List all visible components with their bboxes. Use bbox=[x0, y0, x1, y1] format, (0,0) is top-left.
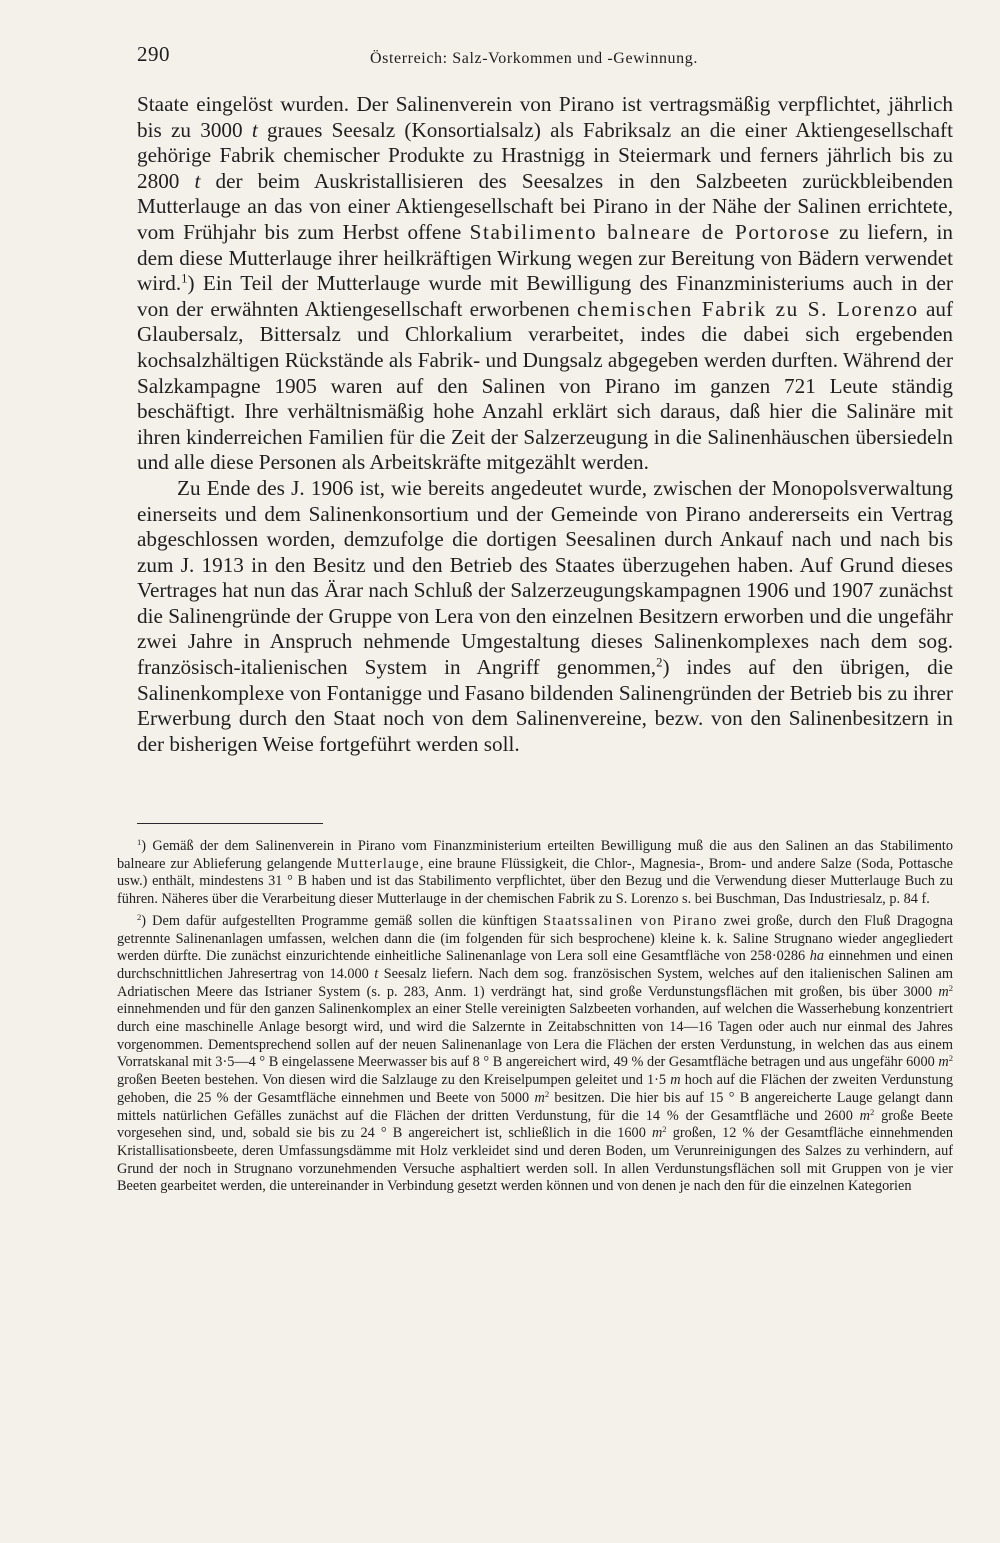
text-run: , eine braune Flüssigkeit, die Chlor-, Magnesia-, Brom- und andere Salze (Soda, Pottasche usw.) enthält, mindestens 31 ° B haben und ist das Stabilimento verpflichtet, über den Bezug und die Verwendung dieser Mutterlauge Buch zu führen. Näheres über die Verarbeitung dieser Mutterlauge in der chemischen Fabrik zu S. Lorenzo s. bei Buschman, Das Industriesalz, p. 84 f. bbox=[117, 855, 953, 908]
footnote-marker: 1 bbox=[137, 836, 142, 847]
spaced-term: chemischen Fabrik zu S. Lorenzo bbox=[576, 296, 919, 321]
unit-tons: t bbox=[374, 965, 379, 982]
text-run: zwei große, durch den Fluß Dragogna getrennte Salinenanlagen umfassen, welchen dann die (im folgenden für sich besprochene) kleine k. k. Saline Strugnano wieder angegliedert werden dürfte. Die zunächst einzurichtende einheitliche Salinenanlage von Lera soll eine Gesamtfläche von 258·0286 bbox=[117, 912, 953, 965]
text-run: zu liefern, in dem diese Mutterlauge ihrer heilkräftigen Wirkung wegen zur Bereitung von Bädern verwendet wird. bbox=[137, 219, 953, 296]
unit-exponent: 2 bbox=[948, 982, 953, 993]
unit-exponent: 2 bbox=[544, 1088, 550, 1099]
text-run: ) Gemäß der dem Salinenverein in Pirano vom Finanzministerium erteilten Bewilligung muß die aus den Salinen an das Stabilimento balneare zur Ablieferung gelangende bbox=[117, 838, 953, 872]
footnote-ref-2[interactable]: 2 bbox=[656, 655, 663, 670]
text-run: der beim Auskristallisieren des Seesalzes in den Salzbeeten zurückbleibenden Mutterlauge an das von einer Aktiengesellschaft bei Pirano in der Nähe der Salinen errichtete, vom Frühjahr bis zum Herbst offene bbox=[137, 168, 953, 244]
text-run: Staate eingelöst wurden. Der Salinenverein von Pirano ist vertragsmäßig verpflichtet, jährlich bis zu 3000 bbox=[137, 92, 953, 142]
text-run: großen, 12 % der Gesamtfläche einnehmenden Kristallisationsbeete, deren Umfassungsdämme mit Holz verkleidet sind und deren Boden, um Verunreinigungen des Salzes zu verhindern, auf Grund der noch in Strugnano vorzunehmenden Versuche asphaltiert werden soll. In allen Verdunstungsflächen soll mit Gruppen von je vier Beeten gearbeitet werden, die untereinander in Verbindung gesetzt werden können und von denen je nach den für die einzelnen Kategorien bbox=[117, 1125, 954, 1195]
footnote-2 bbox=[117, 913, 953, 1196]
text-run: ) Ein Teil der Mutterlauge wurde mit Bewilligung des Finanzministeriums auch in der von der erwähnten Aktiengesellschaft erworbenen bbox=[137, 271, 953, 321]
text-run: ) indes auf den übrigen, die Salinenkomplexe von Fontanigge und Fasano bildenden Salinengründen der Betrieb bis zu ihrer Erwerbung durch den Staat noch von dem Salinenvereine, bezw. von den Salinenbesitzern in der bisherigen Weise fortgeführt werden soll. bbox=[137, 655, 953, 756]
footnotes bbox=[117, 838, 953, 1200]
unit-meter: m bbox=[938, 983, 949, 1000]
spaced-term: Staatssalinen von Pirano bbox=[543, 912, 718, 929]
spaced-term: Stabilimento balneare de Portorose bbox=[469, 219, 831, 244]
text-run: einnehmenden und für den ganzen Salinenkomplex an einer Stelle vereinigten Salzbeeten vorhanden, auf welchen die Wasserhebung konzentriert durch eine maschinelle Anlage besorgt wird, und wird die Salzernte in Zeitabschnitten von 14—16 Tagen oder auch nur einmal des Jahres vorgenommen. Dementsprechend sollen auf der neuen Salinenanlage von Lera die Flächen der ersten Verdunstung, in welchen das aus einem Vorratskanal mit 3·5—4 ° B eingelassene Meerwasser bis auf 8 ° B angereichert wird, 49 % der Gesamtfläche betragen und aus ungefähr 6000 bbox=[117, 1001, 953, 1071]
unit-meter: m bbox=[651, 1125, 663, 1142]
footnote-1 bbox=[117, 838, 953, 909]
text-run: graues Seesalz (Konsortialsalz) als Fabriksalz an die einer Aktiengesellschaft gehörige Fabrik chemischer Produkte zu Hrastnigg in Steiermark und ferners jährlich bis zu 2800 bbox=[137, 117, 953, 193]
text-run: Seesalz liefern. Nach dem sog. französischen System, welches auf den italienischen Salinen am Adriatischen Meere das Istrianer System (s. p. 283, Anm. 1) verdrängt hat, sind große Verdunstungsflächen mit großen, bis über 3000 bbox=[117, 965, 953, 1000]
unit-tons: t bbox=[251, 117, 258, 142]
text-run: großen Beeten bestehen. Von diesen wird die Salzlauge zu den Kreiselpumpen geleitet und 1·5 bbox=[117, 1072, 671, 1089]
running-title: Österreich: Salz-Vorkommen und -Gewinnung. bbox=[370, 50, 698, 67]
unit-exponent: 2 bbox=[948, 1053, 953, 1064]
unit-meter: m bbox=[859, 1107, 870, 1124]
text-run: auf Glaubersalz, Bittersalz und Chlorkalium verarbeitet, indes die dabei sich ergebenden kochsalzhältigen Rückstände als Fabrik- und Dungsalz abgegeben werden durften. Während der Salzkampagne 1905 waren auf den Salinen von Pirano im ganzen 721 Leute ständig beschäftigt. Ihre verhältnismäßig hohe Anzahl erklärt sich daraus, daß hier die Salinäre mit ihren kinderreichen Familien für die Zeit der Salzerzeugung in die Salinenhäuschen übersiedeln und alle diese Personen als Arbeitskräfte mitgezählt werden. bbox=[137, 296, 954, 475]
unit-meter: m bbox=[534, 1089, 545, 1106]
footnote-marker: 2 bbox=[137, 911, 142, 922]
text-run: hoch auf die Flächen der zweiten Verdunstung gehoben, die 25 % der Gesamtfläche einnehmen und Beete von 5000 bbox=[117, 1072, 953, 1106]
spaced-term: Mutterlauge bbox=[336, 855, 420, 872]
footnote-divider bbox=[137, 823, 323, 824]
unit-meter: m bbox=[938, 1054, 949, 1071]
text-run: besitzen. Die hier bis auf 15 ° B angereicherte Lauge gelangt dann mittels natürlichen Gefälles zunächst auf die Flächen der dritten Verdunstung, für die 14 % der Gesamtfläche und 2600 bbox=[117, 1089, 953, 1124]
main-text bbox=[137, 92, 953, 757]
text-run: Zu Ende des J. 1906 ist, wie bereits angedeutet wurde, zwischen der Monopolsverwaltung einerseits und dem Salinenkonsortium und der Gemeinde von Pirano andererseits ein Vertrag abgeschlossen worden, demzufolge die dortigen Seesalinen durch Ankauf nach und nach bis zum J. 1913 in den Besitz und den Betrieb des Staates überzugehen haben. Auf Grund dieses Vertrages hat nun das Ärar nach Schluß der Salzerzeugungskampagnen 1906 und 1907 zunächst die Salinengründe der Gruppe von Lera von den einzelnen Besitzern erworben und die ungefähr zwei Jahre in Anspruch nehmende Umgestaltung dieses Salinenkomplexes nach dem sog. französisch-italienischen System in Angriff genommen, bbox=[137, 475, 953, 680]
unit-exponent: 2 bbox=[662, 1124, 667, 1135]
footnote-ref-1[interactable]: 1 bbox=[181, 271, 188, 286]
text-run: ) Dem dafür aufgestellten Programme gemäß sollen die künftigen bbox=[141, 912, 544, 929]
text-run: einnehmen und einen durchschnittlichen Jahresertrag von 14.000 bbox=[117, 948, 953, 982]
text-run: große Beete vorgesehen sind, und, sobald sie bis zu 24 ° B angereichert ist, schließlich in die 1600 bbox=[117, 1107, 953, 1142]
unit-meter: m bbox=[670, 1072, 681, 1089]
unit-tons: t bbox=[194, 168, 201, 193]
unit-hectare: ha bbox=[809, 948, 825, 965]
page-header bbox=[0, 0, 1000, 80]
paragraph-1 bbox=[137, 92, 953, 476]
paragraph-2 bbox=[137, 476, 953, 758]
unit-exponent: 2 bbox=[870, 1106, 875, 1117]
page-number: 290 bbox=[137, 42, 170, 66]
